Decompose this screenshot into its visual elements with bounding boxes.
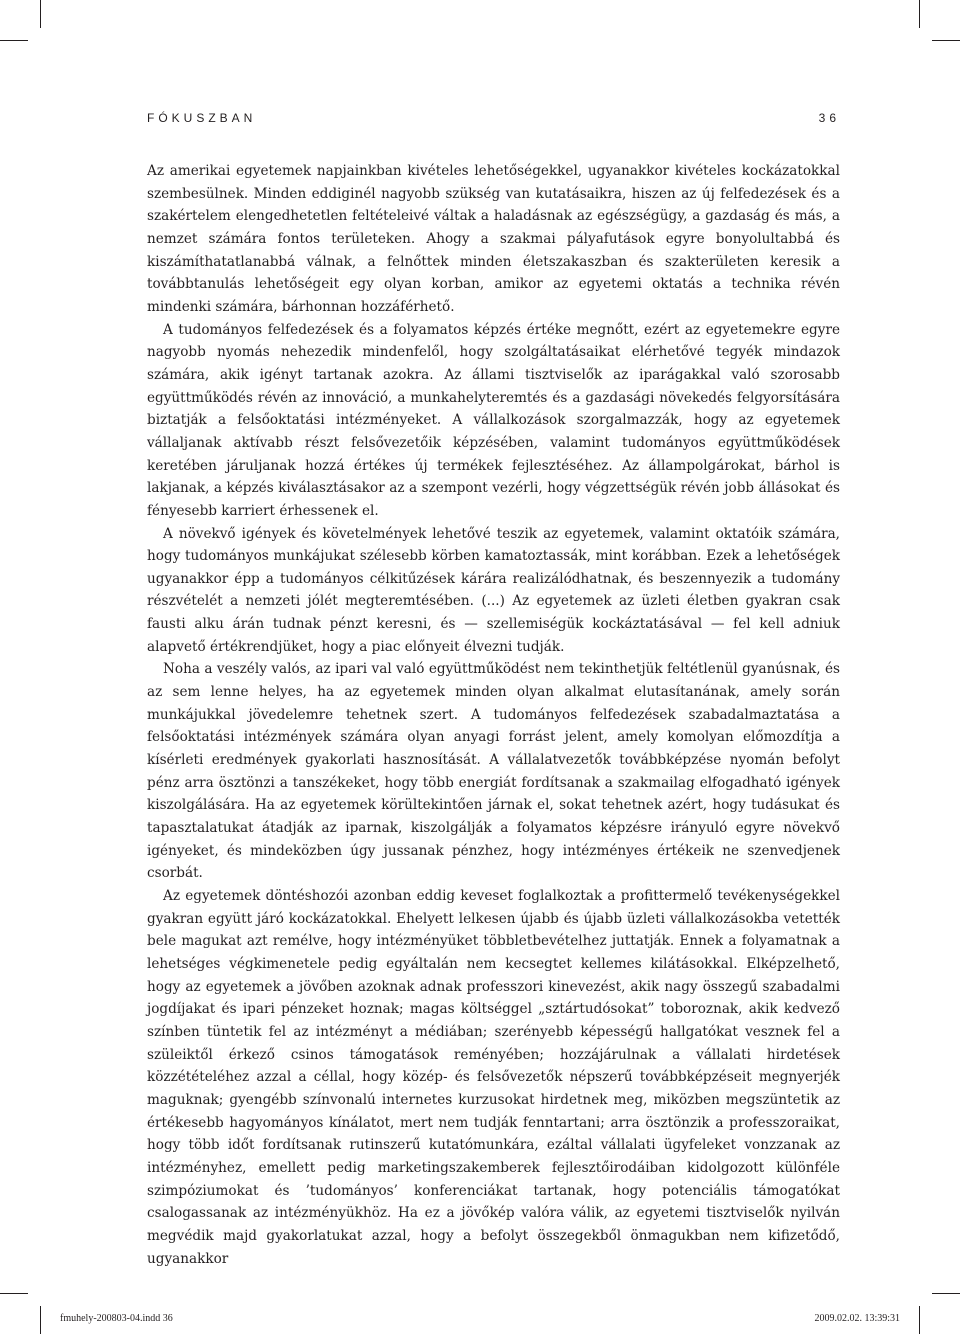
paragraph-5: Az egyetemek döntéshozói azonban eddig keveset foglalkoztak a profittermelő tevékenységekkel gyakran együtt járó kockázatokkal. Ehelyett lelkesen újabb és újabb üzleti vállalkozásokba vetették bele magukat azt remélve, hogy intézményüket többletbevételhez juttatják. Ennek a folyamatnak a lehetséges végkimenetele pedig egyáltalán nem kecsegtet kellemes kilátásokkal. Elképzelhető, hogy az egyetemek a jövőben azoknak adnak professzori kinevezést, akik nagy összegű szabadalmi jogdíjakat és ipari pénzeket hoznak; magas költséggel „sztártudósokat” toboroznak, akik kedvező színben tüntetik fel az intézményt a médiában; szerényebb képességű hallgatókat vesznek fel a szüleiktől érkező csinos támogatások reményében; hozzájárulnak a vállalati hirdetések közzétételéhez azzal a céllal, hogy közép- és felsővezetők népszerű továbbképzéseit megnyerjék maguknak; gyengébb színvonalú internetes kurzusokat hirdetnek meg, miközben megszüntetik az értékesebb hagyományos kínálatot, mert nem tudják fenntartani; arra ösztönzik a professzoraikat, hogy több időt fordítsanak rutinszerű kutatómunkára, ezáltal vállalati ügyfeleket vonzzanak az intézményhez, emellett pedig marketingszakemberek fejlesztőirodáiban kidolgozott különféle szimpóziumokat és ’tudományos’ konferenciákat tartanak, hogy potenciális támogatókat csalogassanak az intézményükhöz. Ha ez a jövőkép valóra válik, az egyetemi tisztviselők nyilván megvédik majd gyakorlatukat azzal, hogy a befolyt összegekből önmagukban nem kifizetődő, ugyanakkor xyxy=(147,888,840,1267)
crop-mark-bottom-right xyxy=(919,1306,920,1334)
crop-mark-bottom-right-h xyxy=(932,1293,960,1294)
article-body xyxy=(147,160,840,1270)
crop-mark-top-right xyxy=(919,0,920,28)
paragraph-3: A növekvő igények és követelmények lehetővé teszik az egyetemek, valamint oktatóik számára, hogy tudományos munkájukat szélesebb körben kamatoztassák, mint korábban. Ezek a lehetőségek ugyanakkor épp a tudományos célkitűzések kárára realizálódhatnak, és beszennyezik a tudomány részvételét a nemzeti jólét megteremtésében. (...) Az egyetemek az üzleti életben gyakran csak fausti alku árán tudnak pénzt keresni, és — szellemiségük kockáztatásával — fel kell adniuk alapvető értékrendjüket, hogy a piac előnyeit élvezni tudják. xyxy=(147,525,840,655)
crop-mark-top-left-h xyxy=(0,40,28,41)
section-title: FÓKUSZBAN xyxy=(147,111,257,125)
paragraph-1: Az amerikai egyetemek napjainkban kivételes lehetőségekkel, ugyanakkor kivételes kockázatokkal szembesülnek. Minden eddiginél nagyobb szükség van kutatásaikra, hiszen az új felfedezések és a szakértelem elengedhetetlen feltételeivé váltak a haladásnak az egészségügy, a gazdaság és más, a nemzet számára fontos területeken. Ahogy a szakmai pályafutások egyre bonyolultabbá és kiszámíthatatlanabbá válnak, a felnőttek minden életszakaszban és szakterületen keresik a továbbtanulás lehetőségeit egy olyan korban, amikor az egyetemi oktatás a technika révén mindenki számára, bárhonnan hozzáférhető. xyxy=(147,163,840,315)
page-number: 36 xyxy=(818,111,840,125)
crop-mark-bottom-left-h xyxy=(0,1293,28,1294)
crop-mark-top-left xyxy=(40,0,41,28)
slug-filename: fmuhely-200803-04.indd 36 xyxy=(60,1313,173,1324)
paragraph-4: Noha a veszély valós, az ipari val való együttműködést nem tekinthetjük feltétlenül gyanúsnak, és az sem lenne helyes, ha az egyetemek minden olyan alkalmat elutasítanának, amely során munkájukkal jövedelemre tehetnek szert. A tudományos felfedezések szabadalmaztatása a felsőoktatási intézmények számára olyan anyagi forrást jelent, amely komolyan előmozdítja a kísérleti eredmények gyakorlati hasznosítását. A vállalatvezetők továbbképzése nyomán befolyt pénz arra ösztönzi a tanszékeket, hogy több energiát fordítsanak a szakmailag elfogadható igények kiszolgálására. Ha az egyetemek körültekintően járnak el, sokat tehetnek azért, hogy tudásukat és tapasztalatukat átadják az iparnak, kiszolgálják a folyamatos képzésre irányuló egyre növekvő igényeket, és mindeközben úgy jussanak pénzhez, hogy intézményes értékeik ne szenvedjenek csorbát. xyxy=(147,661,840,882)
crop-mark-bottom-left xyxy=(40,1306,41,1334)
slug-timestamp: 2009.02.02. 13:39:31 xyxy=(814,1313,900,1324)
paragraph-2: A tudományos felfedezések és a folyamatos képzés értéke megnőtt, ezért az egyetemekre egyre nagyobb nyomás nehezedik mindenfelől, hogy szolgáltatásaikat elérhetővé tegyék mindazok számára, akik igényt tartanak azokra. Az állami tisztviselők az iparágakkal való szorosabb együttműködés révén az innováció, a munkahelyteremtés és a gazdasági növekedés felgyorsítására biztatják a felsőoktatási intézményeket. A vállalkozások szorgalmazzák, hogy az egyetemek vállaljanak aktívabb részt felsővezetőik képzésében, valamint tudományos együttműködések keretében járuljanak hozzá értékes új termékek fejlesztéséhez. Az állampolgárokat, bárhol is lakjanak, a képzés kiválasztásakor az a szempont vezérli, hogy végzettségük révén jobb állásokat és fényesebb karriert érhessenek el. xyxy=(147,321,840,519)
crop-mark-top-right-h xyxy=(932,40,960,41)
